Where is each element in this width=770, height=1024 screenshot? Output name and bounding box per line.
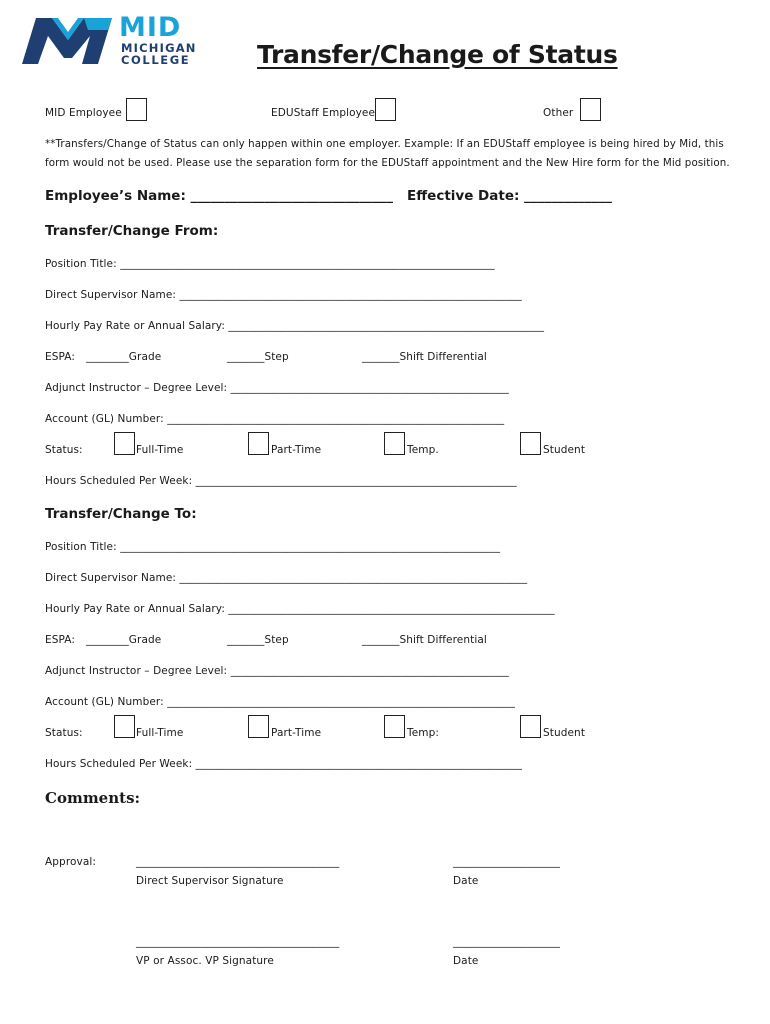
from-temp-label: Temp.	[407, 444, 439, 456]
to-status-label: Status:	[45, 727, 83, 739]
to-temp-checkbox[interactable]	[384, 715, 405, 738]
to-shift-differential-field[interactable]: _______Shift Differential	[362, 634, 487, 646]
from-part-time-label: Part-Time	[271, 444, 322, 456]
from-student-label: Student	[543, 444, 586, 456]
effective-date-field[interactable]: Effective Date: _____________	[407, 188, 612, 204]
vp-signature-line[interactable]: ______________________________________	[136, 936, 340, 948]
supervisor-date-label: Date	[453, 875, 479, 887]
edustaff-employee-checkbox[interactable]	[375, 98, 396, 121]
employer-option-other-label: Other	[543, 107, 574, 119]
to-direct-supervisor-field[interactable]: Direct Supervisor Name: _________________________________________________________________	[45, 572, 528, 584]
supervisor-signature-label: Direct Supervisor Signature	[136, 875, 284, 887]
from-direct-supervisor-field[interactable]: Direct Supervisor Name: ________________________________________________________________	[45, 289, 522, 301]
to-account-field[interactable]: Account (GL) Number: _________________________________________________________________	[45, 696, 515, 708]
from-position-title-field[interactable]: Position Title: ______________________________________________________________________	[45, 258, 495, 270]
mid-employee-checkbox[interactable]	[126, 98, 147, 121]
from-full-time-checkbox[interactable]	[114, 432, 135, 455]
logo-m-icon	[22, 16, 114, 66]
to-full-time-label: Full-Time	[136, 727, 184, 739]
from-shift-differential-field[interactable]: _______Shift Differential	[362, 351, 487, 363]
to-part-time-label: Part-Time	[271, 727, 322, 739]
to-hours-field[interactable]: Hours Scheduled Per Week: _____________________________________________________________	[45, 758, 523, 770]
supervisor-date-line[interactable]: ____________________	[453, 856, 560, 868]
from-student-checkbox[interactable]	[520, 432, 541, 455]
vp-signature-label: VP or Assoc. VP Signature	[136, 955, 274, 967]
comments-heading: Comments:	[45, 789, 141, 807]
from-full-time-label: Full-Time	[136, 444, 184, 456]
from-part-time-checkbox[interactable]	[248, 432, 269, 455]
to-section-heading: Transfer/Change To:	[45, 506, 197, 522]
note-line-2: form would not be used. Please use the separation form for the EDUStaff appointment and the New Hire form for the Mid position.	[45, 157, 730, 169]
logo-text-college: COLLEGE	[121, 53, 191, 67]
to-hourly-pay-field[interactable]: Hourly Pay Rate or Annual Salary: _____________________________________________________________	[45, 603, 555, 615]
from-temp-checkbox[interactable]	[384, 432, 405, 455]
from-adjunct-field[interactable]: Adjunct Instructor – Degree Level: ____________________________________________________	[45, 382, 509, 394]
supervisor-signature-line[interactable]: ______________________________________	[136, 856, 340, 868]
from-section-heading: Transfer/Change From:	[45, 223, 219, 239]
from-hourly-pay-field[interactable]: Hourly Pay Rate or Annual Salary: ___________________________________________________________	[45, 320, 545, 332]
to-step-field[interactable]: _______Step	[227, 634, 289, 646]
from-account-field[interactable]: Account (GL) Number: _______________________________________________________________	[45, 413, 505, 425]
employee-name-field[interactable]: Employee’s Name: ______________________________	[45, 188, 394, 204]
employer-option-edustaff-label: EDUStaff Employee	[271, 107, 376, 119]
note-line-1: **Transfers/Change of Status can only happen within one employer. Example: If an EDUStaff employee is being hired by Mid, this	[45, 138, 724, 150]
from-grade-field[interactable]: ________Grade	[86, 351, 162, 363]
vp-date-label: Date	[453, 955, 479, 967]
vp-date-line[interactable]: ____________________	[453, 936, 560, 948]
approval-label: Approval:	[45, 856, 97, 868]
from-espa-label: ESPA:	[45, 351, 75, 363]
college-logo	[22, 12, 208, 68]
to-grade-field[interactable]: ________Grade	[86, 634, 162, 646]
to-position-title-field[interactable]: Position Title: _______________________________________________________________________	[45, 541, 501, 553]
to-part-time-checkbox[interactable]	[248, 715, 269, 738]
to-full-time-checkbox[interactable]	[114, 715, 135, 738]
other-employee-checkbox[interactable]	[580, 98, 601, 121]
to-student-label: Student	[543, 727, 586, 739]
employer-option-mid-label: MID Employee	[45, 107, 122, 119]
to-student-checkbox[interactable]	[520, 715, 541, 738]
to-temp-label: Temp:	[407, 727, 440, 739]
to-espa-label: ESPA:	[45, 634, 75, 646]
logo-text-michigan: MICHIGAN	[121, 41, 197, 55]
to-adjunct-field[interactable]: Adjunct Instructor – Degree Level: ____________________________________________________	[45, 665, 509, 677]
from-hours-field[interactable]: Hours Scheduled Per Week: ____________________________________________________________	[45, 475, 517, 487]
from-step-field[interactable]: _______Step	[227, 351, 289, 363]
page-title: Transfer/Change of Status	[257, 40, 618, 69]
logo-text-mid: MID	[119, 12, 182, 43]
from-status-label: Status:	[45, 444, 83, 456]
